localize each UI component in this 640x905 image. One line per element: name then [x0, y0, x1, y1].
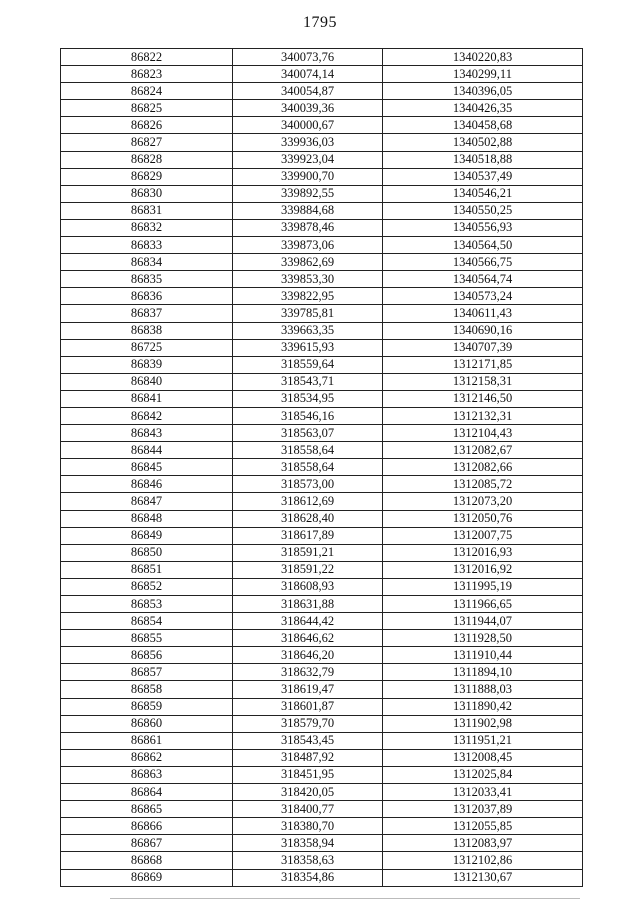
- point-number-cell: 86838: [61, 322, 233, 339]
- table-row: [61, 749, 583, 766]
- point-number-cell: 86862: [61, 749, 233, 766]
- point-number-cell: 86844: [61, 442, 233, 459]
- table-row: [61, 698, 583, 715]
- point-number-cell: 86840: [61, 373, 233, 390]
- point-number-cell: 86829: [61, 168, 233, 185]
- x-coordinate-cell: 318543,71: [233, 373, 383, 390]
- y-coordinate-cell: 1340502,88: [383, 134, 583, 151]
- table-row: [61, 100, 583, 117]
- table-row: [61, 202, 583, 219]
- scan-artifact-line: [110, 898, 580, 899]
- y-coordinate-cell: 1311995,19: [383, 578, 583, 595]
- table-row: [61, 578, 583, 595]
- y-coordinate-cell: 1311951,21: [383, 732, 583, 749]
- y-coordinate-cell: 1312033,41: [383, 784, 583, 801]
- y-coordinate-cell: 1312050,76: [383, 510, 583, 527]
- point-number-cell: 86835: [61, 271, 233, 288]
- x-coordinate-cell: 318631,88: [233, 596, 383, 613]
- y-coordinate-cell: 1312008,45: [383, 749, 583, 766]
- y-coordinate-cell: 1312016,93: [383, 544, 583, 561]
- y-coordinate-cell: 1312082,66: [383, 459, 583, 476]
- y-coordinate-cell: 1340537,49: [383, 168, 583, 185]
- table-row: [61, 869, 583, 886]
- table-row: [61, 715, 583, 732]
- table-row: [61, 271, 583, 288]
- point-number-cell: 86855: [61, 630, 233, 647]
- table-row: [61, 630, 583, 647]
- x-coordinate-cell: 340039,36: [233, 100, 383, 117]
- x-coordinate-cell: 339884,68: [233, 202, 383, 219]
- table-row: [61, 681, 583, 698]
- table-row: [61, 784, 583, 801]
- point-number-cell: 86830: [61, 185, 233, 202]
- x-coordinate-cell: 340000,67: [233, 117, 383, 134]
- point-number-cell: 86824: [61, 83, 233, 100]
- table-row: [61, 407, 583, 424]
- y-coordinate-cell: 1312007,75: [383, 527, 583, 544]
- x-coordinate-cell: 318617,89: [233, 527, 383, 544]
- x-coordinate-cell: 318358,94: [233, 835, 383, 852]
- table-row: [61, 766, 583, 783]
- x-coordinate-cell: 318451,95: [233, 766, 383, 783]
- table-row: [61, 185, 583, 202]
- x-coordinate-cell: 318358,63: [233, 852, 383, 869]
- x-coordinate-cell: 318646,62: [233, 630, 383, 647]
- x-coordinate-cell: 318546,16: [233, 407, 383, 424]
- point-number-cell: 86839: [61, 356, 233, 373]
- y-coordinate-cell: 1340566,75: [383, 254, 583, 271]
- y-coordinate-cell: 1311910,44: [383, 647, 583, 664]
- point-number-cell: 86842: [61, 407, 233, 424]
- x-coordinate-cell: 339873,06: [233, 237, 383, 254]
- point-number-cell: 86868: [61, 852, 233, 869]
- x-coordinate-cell: 318558,64: [233, 442, 383, 459]
- x-coordinate-cell: 318559,64: [233, 356, 383, 373]
- y-coordinate-cell: 1312082,67: [383, 442, 583, 459]
- coordinates-table-container: [60, 48, 582, 887]
- table-row: [61, 356, 583, 373]
- table-row: [61, 339, 583, 356]
- point-number-cell: 86832: [61, 219, 233, 236]
- y-coordinate-cell: 1340611,43: [383, 305, 583, 322]
- y-coordinate-cell: 1311928,50: [383, 630, 583, 647]
- point-number-cell: 86861: [61, 732, 233, 749]
- table-row: [61, 459, 583, 476]
- y-coordinate-cell: 1312016,92: [383, 561, 583, 578]
- y-coordinate-cell: 1312083,97: [383, 835, 583, 852]
- y-coordinate-cell: 1312102,86: [383, 852, 583, 869]
- y-coordinate-cell: 1340518,88: [383, 151, 583, 168]
- x-coordinate-cell: 339936,03: [233, 134, 383, 151]
- point-number-cell: 86845: [61, 459, 233, 476]
- table-row: [61, 527, 583, 544]
- point-number-cell: 86851: [61, 561, 233, 578]
- point-number-cell: 86864: [61, 784, 233, 801]
- y-coordinate-cell: 1312085,72: [383, 476, 583, 493]
- point-number-cell: 86869: [61, 869, 233, 886]
- table-row: [61, 732, 583, 749]
- y-coordinate-cell: 1312130,67: [383, 869, 583, 886]
- x-coordinate-cell: 318380,70: [233, 818, 383, 835]
- table-row: [61, 835, 583, 852]
- table-row: [61, 613, 583, 630]
- table-row: [61, 322, 583, 339]
- y-coordinate-cell: 1340299,11: [383, 66, 583, 83]
- x-coordinate-cell: 318612,69: [233, 493, 383, 510]
- table-row: [61, 647, 583, 664]
- point-number-cell: 86725: [61, 339, 233, 356]
- x-coordinate-cell: 318608,93: [233, 578, 383, 595]
- point-number-cell: 86857: [61, 664, 233, 681]
- x-coordinate-cell: 318601,87: [233, 698, 383, 715]
- point-number-cell: 86826: [61, 117, 233, 134]
- point-number-cell: 86825: [61, 100, 233, 117]
- x-coordinate-cell: 339923,04: [233, 151, 383, 168]
- y-coordinate-cell: 1340564,50: [383, 237, 583, 254]
- point-number-cell: 86841: [61, 390, 233, 407]
- point-number-cell: 86867: [61, 835, 233, 852]
- point-number-cell: 86848: [61, 510, 233, 527]
- y-coordinate-cell: 1312132,31: [383, 407, 583, 424]
- x-coordinate-cell: 340054,87: [233, 83, 383, 100]
- x-coordinate-cell: 318579,70: [233, 715, 383, 732]
- table-row: [61, 237, 583, 254]
- point-number-cell: 86834: [61, 254, 233, 271]
- table-row: [61, 818, 583, 835]
- point-number-cell: 86853: [61, 596, 233, 613]
- x-coordinate-cell: 339822,95: [233, 288, 383, 305]
- y-coordinate-cell: 1311902,98: [383, 715, 583, 732]
- table-row: [61, 596, 583, 613]
- x-coordinate-cell: 318591,21: [233, 544, 383, 561]
- table-row: [61, 254, 583, 271]
- point-number-cell: 86846: [61, 476, 233, 493]
- table-row: [61, 305, 583, 322]
- point-number-cell: 86823: [61, 66, 233, 83]
- table-row: [61, 510, 583, 527]
- x-coordinate-cell: 318420,05: [233, 784, 383, 801]
- x-coordinate-cell: 339785,81: [233, 305, 383, 322]
- coordinates-table: [60, 48, 583, 887]
- y-coordinate-cell: 1340546,21: [383, 185, 583, 202]
- table-row: [61, 425, 583, 442]
- table-row: [61, 801, 583, 818]
- point-number-cell: 86850: [61, 544, 233, 561]
- table-row: [61, 219, 583, 236]
- x-coordinate-cell: 340073,76: [233, 49, 383, 66]
- point-number-cell: 86833: [61, 237, 233, 254]
- y-coordinate-cell: 1340220,83: [383, 49, 583, 66]
- point-number-cell: 86837: [61, 305, 233, 322]
- page-number: 1795: [303, 14, 337, 31]
- table-row: [61, 66, 583, 83]
- y-coordinate-cell: 1312158,31: [383, 373, 583, 390]
- x-coordinate-cell: 339892,55: [233, 185, 383, 202]
- table-row: [61, 442, 583, 459]
- point-number-cell: 86827: [61, 134, 233, 151]
- point-number-cell: 86860: [61, 715, 233, 732]
- table-row: [61, 288, 583, 305]
- y-coordinate-cell: 1312037,89: [383, 801, 583, 818]
- y-coordinate-cell: 1340707,39: [383, 339, 583, 356]
- x-coordinate-cell: 339853,30: [233, 271, 383, 288]
- point-number-cell: 86863: [61, 766, 233, 783]
- point-number-cell: 86831: [61, 202, 233, 219]
- table-row: [61, 493, 583, 510]
- y-coordinate-cell: 1311888,03: [383, 681, 583, 698]
- point-number-cell: 86849: [61, 527, 233, 544]
- x-coordinate-cell: 339878,46: [233, 219, 383, 236]
- point-number-cell: 86856: [61, 647, 233, 664]
- table-row: [61, 664, 583, 681]
- y-coordinate-cell: 1340564,74: [383, 271, 583, 288]
- point-number-cell: 86865: [61, 801, 233, 818]
- x-coordinate-cell: 339900,70: [233, 168, 383, 185]
- y-coordinate-cell: 1340573,24: [383, 288, 583, 305]
- y-coordinate-cell: 1340426,35: [383, 100, 583, 117]
- y-coordinate-cell: 1312171,85: [383, 356, 583, 373]
- table-row: [61, 373, 583, 390]
- table-row: [61, 390, 583, 407]
- x-coordinate-cell: 339615,93: [233, 339, 383, 356]
- x-coordinate-cell: 318354,86: [233, 869, 383, 886]
- x-coordinate-cell: 318487,92: [233, 749, 383, 766]
- x-coordinate-cell: 318591,22: [233, 561, 383, 578]
- y-coordinate-cell: 1340396,05: [383, 83, 583, 100]
- x-coordinate-cell: 318563,07: [233, 425, 383, 442]
- x-coordinate-cell: 339862,69: [233, 254, 383, 271]
- y-coordinate-cell: 1311944,07: [383, 613, 583, 630]
- x-coordinate-cell: 318558,64: [233, 459, 383, 476]
- y-coordinate-cell: 1340690,16: [383, 322, 583, 339]
- table-row: [61, 134, 583, 151]
- x-coordinate-cell: 318543,45: [233, 732, 383, 749]
- x-coordinate-cell: 318646,20: [233, 647, 383, 664]
- x-coordinate-cell: 339663,35: [233, 322, 383, 339]
- point-number-cell: 86828: [61, 151, 233, 168]
- point-number-cell: 86859: [61, 698, 233, 715]
- table-row: [61, 476, 583, 493]
- point-number-cell: 86858: [61, 681, 233, 698]
- y-coordinate-cell: 1311966,65: [383, 596, 583, 613]
- y-coordinate-cell: 1340556,93: [383, 219, 583, 236]
- x-coordinate-cell: 340074,14: [233, 66, 383, 83]
- x-coordinate-cell: 318632,79: [233, 664, 383, 681]
- point-number-cell: 86843: [61, 425, 233, 442]
- x-coordinate-cell: 318534,95: [233, 390, 383, 407]
- y-coordinate-cell: 1312025,84: [383, 766, 583, 783]
- table-row: [61, 544, 583, 561]
- table-row: [61, 117, 583, 134]
- point-number-cell: 86847: [61, 493, 233, 510]
- x-coordinate-cell: 318573,00: [233, 476, 383, 493]
- x-coordinate-cell: 318400,77: [233, 801, 383, 818]
- table-row: [61, 852, 583, 869]
- y-coordinate-cell: 1312146,50: [383, 390, 583, 407]
- y-coordinate-cell: 1312055,85: [383, 818, 583, 835]
- y-coordinate-cell: 1311890,42: [383, 698, 583, 715]
- x-coordinate-cell: 318644,42: [233, 613, 383, 630]
- point-number-cell: 86866: [61, 818, 233, 835]
- x-coordinate-cell: 318628,40: [233, 510, 383, 527]
- point-number-cell: 86836: [61, 288, 233, 305]
- point-number-cell: 86852: [61, 578, 233, 595]
- y-coordinate-cell: 1312104,43: [383, 425, 583, 442]
- y-coordinate-cell: 1340458,68: [383, 117, 583, 134]
- point-number-cell: 86822: [61, 49, 233, 66]
- table-row: [61, 49, 583, 66]
- coordinates-table-body: [61, 49, 583, 887]
- table-row: [61, 151, 583, 168]
- y-coordinate-cell: 1311894,10: [383, 664, 583, 681]
- point-number-cell: 86854: [61, 613, 233, 630]
- table-row: [61, 168, 583, 185]
- table-row: [61, 83, 583, 100]
- y-coordinate-cell: 1312073,20: [383, 493, 583, 510]
- table-row: [61, 561, 583, 578]
- y-coordinate-cell: 1340550,25: [383, 202, 583, 219]
- x-coordinate-cell: 318619,47: [233, 681, 383, 698]
